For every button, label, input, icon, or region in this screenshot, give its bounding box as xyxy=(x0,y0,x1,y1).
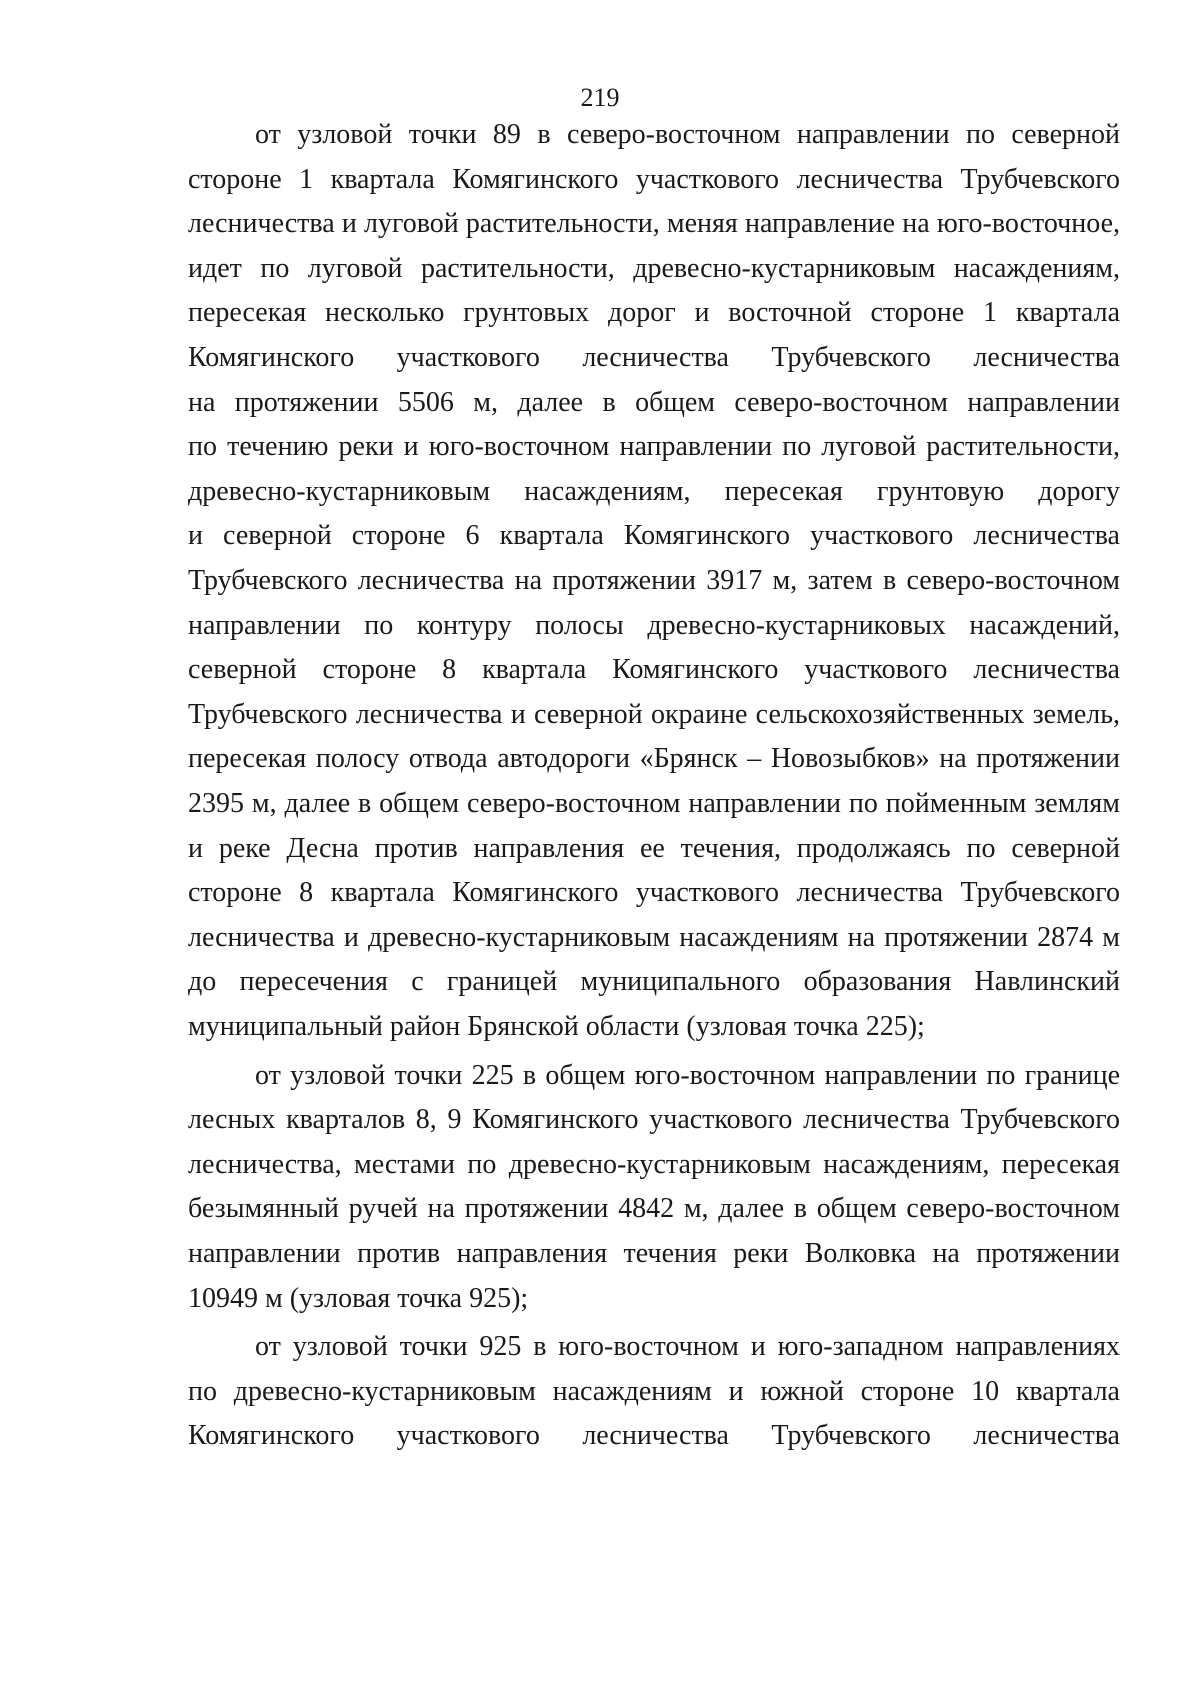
text-line: стороне 1 квартала Комягинского участкового лесничества Трубчевского xyxy=(188,164,1120,195)
text-line: лесничества и древесно-кустарниковым насаждениям на протяжении 2874 м xyxy=(188,922,1120,953)
text-line: на протяжении 5506 м, далее в общем северо-восточном направлении xyxy=(188,387,1120,418)
text-line: 10949 м (узловая точка 925); xyxy=(188,1283,529,1314)
text-line: и реке Десна против направления ее течения, продолжаясь по северной xyxy=(188,833,1120,864)
text-line: пересекая несколько грунтовых дорог и восточной стороне 1 квартала xyxy=(188,297,1120,328)
text-line: идет по луговой растительности, древесно-кустарниковым насаждениям, xyxy=(188,253,1120,284)
text-line: пересекая полосу отвода автодороги «Брянск – Новозыбков» на протяжении xyxy=(188,743,1120,774)
text-line: направлении по контуру полосы древесно-кустарниковых насаждений, xyxy=(188,610,1120,641)
text-line: по течению реки и юго-восточном направлении по луговой растительности, xyxy=(188,431,1120,462)
text-line: лесничества, местами по древесно-кустарниковым насаждениям, пересекая xyxy=(188,1149,1120,1180)
text-line: Трубчевского лесничества на протяжении 3917 м, затем в северо-восточном xyxy=(188,565,1120,596)
text-line: и северной стороне 6 квартала Комягинского участкового лесничества xyxy=(188,520,1120,551)
text-line: направлении против направления течения реки Волковка на протяжении xyxy=(188,1238,1120,1269)
text-line: от узловой точки 225 в общем юго-восточном направлении по границе xyxy=(255,1060,1120,1091)
text-line: стороне 8 квартала Комягинского участкового лесничества Трубчевского xyxy=(188,877,1120,908)
text-line: Комягинского участкового лесничества Трубчевского лесничества xyxy=(188,342,1120,373)
text-line: от узловой точки 925 в юго-восточном и юго-западном направлениях xyxy=(255,1331,1120,1362)
text-line: лесничества и луговой растительности, меняя направление на юго-восточное, xyxy=(188,208,1120,239)
text-line: древесно-кустарниковым насаждениям, пересекая грунтовую дорогу xyxy=(188,476,1120,507)
text-line: северной стороне 8 квартала Комягинского участкового лесничества xyxy=(188,654,1120,685)
text-line: от узловой точки 89 в северо-восточном направлении по северной xyxy=(255,119,1120,150)
text-line: Трубчевского лесничества и северной окраине сельскохозяйственных земель, xyxy=(188,699,1120,730)
page-number: 219 xyxy=(580,83,620,112)
text-line: до пересечения с границей муниципального образования Навлинский xyxy=(188,966,1120,997)
text-line: безымянный ручей на протяжении 4842 м, далее в общем северо-восточном xyxy=(188,1193,1120,1224)
text-line: по древесно-кустарниковым насаждениям и южной стороне 10 квартала xyxy=(188,1376,1120,1407)
text-line: муниципальный район Брянской области (узловая точка 225); xyxy=(188,1011,925,1042)
text-line: 2395 м, далее в общем северо-восточном направлении по пойменным землям xyxy=(188,788,1120,819)
text-line: лесных кварталов 8, 9 Комягинского участкового лесничества Трубчевского xyxy=(188,1104,1120,1135)
text-line: Комягинского участкового лесничества Трубчевского лесничества xyxy=(188,1420,1120,1451)
